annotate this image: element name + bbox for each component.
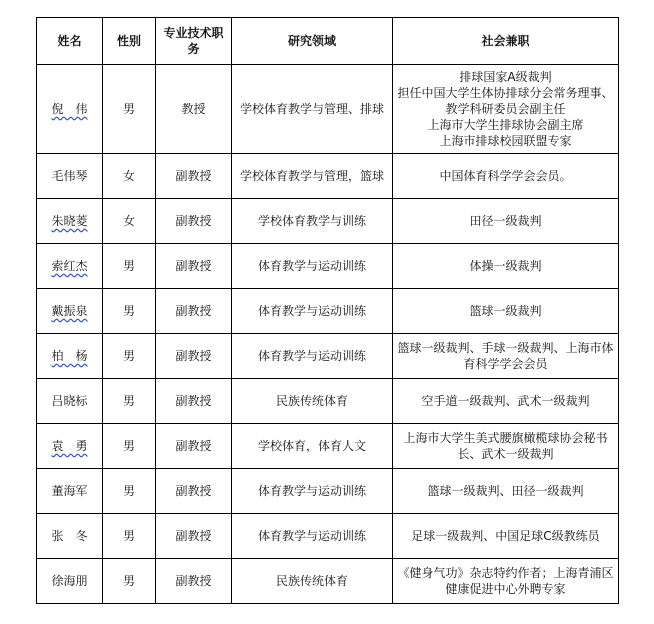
cell-name: 吕晓标: [37, 379, 103, 424]
cell-title: 副教授: [156, 289, 232, 334]
table-row: [37, 289, 619, 334]
cell-name: 张 冬: [37, 514, 103, 559]
cell-roles: 篮球一级裁判: [393, 289, 619, 334]
table-row: [37, 154, 619, 199]
cell-name: 徐海朋: [37, 559, 103, 604]
cell-title: 副教授: [156, 334, 232, 379]
cell-name: 毛伟琴: [37, 154, 103, 199]
name-text: 朱晓菱: [51, 214, 88, 228]
cell-name: [37, 199, 103, 244]
cell-name: 董海军: [37, 469, 103, 514]
name-text: 柏 杨: [51, 349, 88, 363]
cell-roles: 体操一级裁判: [393, 244, 619, 289]
cell-field: 体育教学与运动训练: [232, 469, 393, 514]
cell-field: 体育教学与运动训练: [232, 514, 393, 559]
table-row: [37, 514, 619, 559]
cell-gender: 男: [103, 289, 156, 334]
cell-title: 副教授: [156, 199, 232, 244]
cell-gender: 女: [103, 154, 156, 199]
cell-roles: 空手道一级裁判、武术一级裁判: [393, 379, 619, 424]
name-text: 索红杰: [51, 259, 88, 273]
cell-title: 副教授: [156, 514, 232, 559]
header-name: 姓名: [37, 18, 103, 65]
cell-title: 副教授: [156, 469, 232, 514]
header-roles: 社会兼职: [393, 18, 619, 65]
cell-field: 学校体育教学与管理，篮球: [232, 154, 393, 199]
cell-roles: 篮球一级裁判、田径一级裁判: [393, 469, 619, 514]
cell-field: 民族传统体育: [232, 559, 393, 604]
table-row: [37, 244, 619, 289]
cell-field: 学校体育，体育人文: [232, 424, 393, 469]
cell-title: 副教授: [156, 154, 232, 199]
cell-name: [37, 424, 103, 469]
cell-gender: 男: [103, 244, 156, 289]
table-header-row: [37, 18, 619, 65]
cell-roles: 田径一级裁判: [393, 199, 619, 244]
name-text: 戴振泉: [51, 304, 88, 318]
cell-roles: 排球国家A级裁判 担任中国大学生体协排球分会常务理事、教学科研委员会副主任 上海市大学生排球协会副主席 上海市排球校园联盟专家: [393, 65, 619, 154]
cell-gender: 男: [103, 424, 156, 469]
cell-title: 教授: [156, 65, 232, 154]
cell-title: 副教授: [156, 424, 232, 469]
cell-name: [37, 289, 103, 334]
cell-title: 副教授: [156, 559, 232, 604]
cell-roles: 《健身气功》杂志特约作者；上海青浦区健康促进中心外聘专家: [393, 559, 619, 604]
cell-title: 副教授: [156, 379, 232, 424]
cell-roles: 中国体育科学学会会员。: [393, 154, 619, 199]
table-row: [37, 379, 619, 424]
table-row: [37, 424, 619, 469]
cell-roles: 上海市大学生美式腰旗橄榄球协会秘书长、武术一级裁判: [393, 424, 619, 469]
cell-gender: 男: [103, 65, 156, 154]
table-row: [37, 334, 619, 379]
cell-roles: 足球一级裁判、中国足球C级教练员: [393, 514, 619, 559]
cell-gender: 女: [103, 199, 156, 244]
cell-field: 体育教学与运动训练: [232, 244, 393, 289]
table-row: [37, 65, 619, 154]
header-title: 专业技术职务: [156, 18, 232, 65]
name-text: 倪 伟: [51, 102, 88, 116]
table-row: [37, 199, 619, 244]
cell-field: 民族传统体育: [232, 379, 393, 424]
cell-roles: 篮球一级裁判、手球一级裁判、上海市体育科学学会会员: [393, 334, 619, 379]
cell-gender: 男: [103, 334, 156, 379]
cell-gender: 男: [103, 469, 156, 514]
cell-name: [37, 65, 103, 154]
cell-title: 副教授: [156, 244, 232, 289]
cell-field: 体育教学与运动训练: [232, 289, 393, 334]
name-text: 袁 勇: [51, 439, 88, 453]
cell-gender: 男: [103, 559, 156, 604]
cell-field: 学校体育教学与训练: [232, 199, 393, 244]
cell-gender: 男: [103, 514, 156, 559]
cell-field: 体育教学与运动训练: [232, 334, 393, 379]
header-field: 研究领域: [232, 18, 393, 65]
cell-name: [37, 334, 103, 379]
cell-name: [37, 244, 103, 289]
table-row: [37, 469, 619, 514]
cell-gender: 男: [103, 379, 156, 424]
faculty-table: [36, 17, 619, 604]
cell-field: 学校体育教学与管理、排球: [232, 65, 393, 154]
table-row: [37, 559, 619, 604]
header-gender: 性别: [103, 18, 156, 65]
